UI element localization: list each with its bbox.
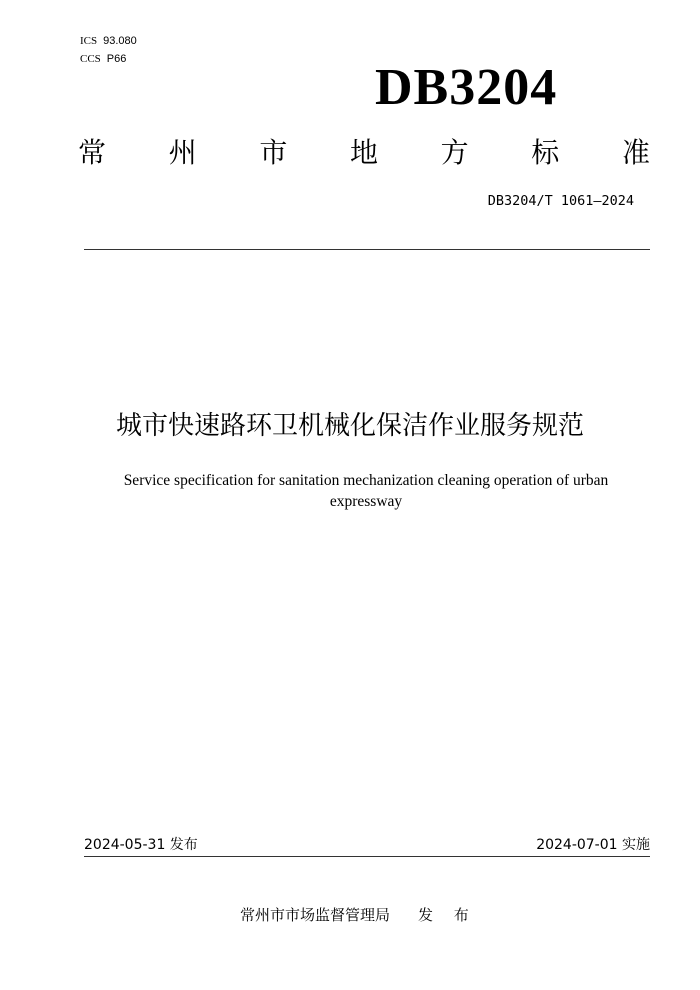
standard-type-char: 准	[621, 136, 650, 169]
implementation-date: 2024-07-01 实施	[536, 837, 650, 853]
standard-code-logo: DB3204	[375, 59, 558, 116]
standard-type-char: 市	[259, 136, 288, 169]
standard-type-char: 州	[168, 136, 197, 169]
document-title-english: Service specification for sanitation mechanization cleaning operation of urban expressway	[123, 472, 609, 510]
ics-classification	[80, 35, 137, 48]
publish-action: 发 布	[418, 906, 477, 924]
ccs-code: P66	[106, 53, 127, 65]
standard-type-char: 地	[349, 136, 378, 169]
standard-type-char: 常	[78, 136, 107, 169]
ics-label: ICS	[80, 35, 98, 47]
ccs-label: CCS	[80, 53, 101, 65]
issue-date: 2024-05-31 发布	[84, 837, 198, 853]
standard-type-char: 标	[531, 136, 560, 169]
ccs-classification	[80, 53, 126, 66]
footer-divider	[84, 856, 650, 857]
standard-type-char: 方	[440, 136, 469, 169]
standard-type-heading	[78, 134, 650, 172]
publisher-line	[240, 905, 477, 925]
header-divider	[84, 249, 650, 250]
ics-code: 93.080	[103, 35, 137, 47]
publisher-name: 常州市市场监督管理局	[240, 906, 391, 924]
document-title-chinese: 城市快速路环卫机械化保洁作业服务规范	[115, 411, 584, 441]
standard-number: DB3204/T 1061—2024	[487, 193, 634, 209]
